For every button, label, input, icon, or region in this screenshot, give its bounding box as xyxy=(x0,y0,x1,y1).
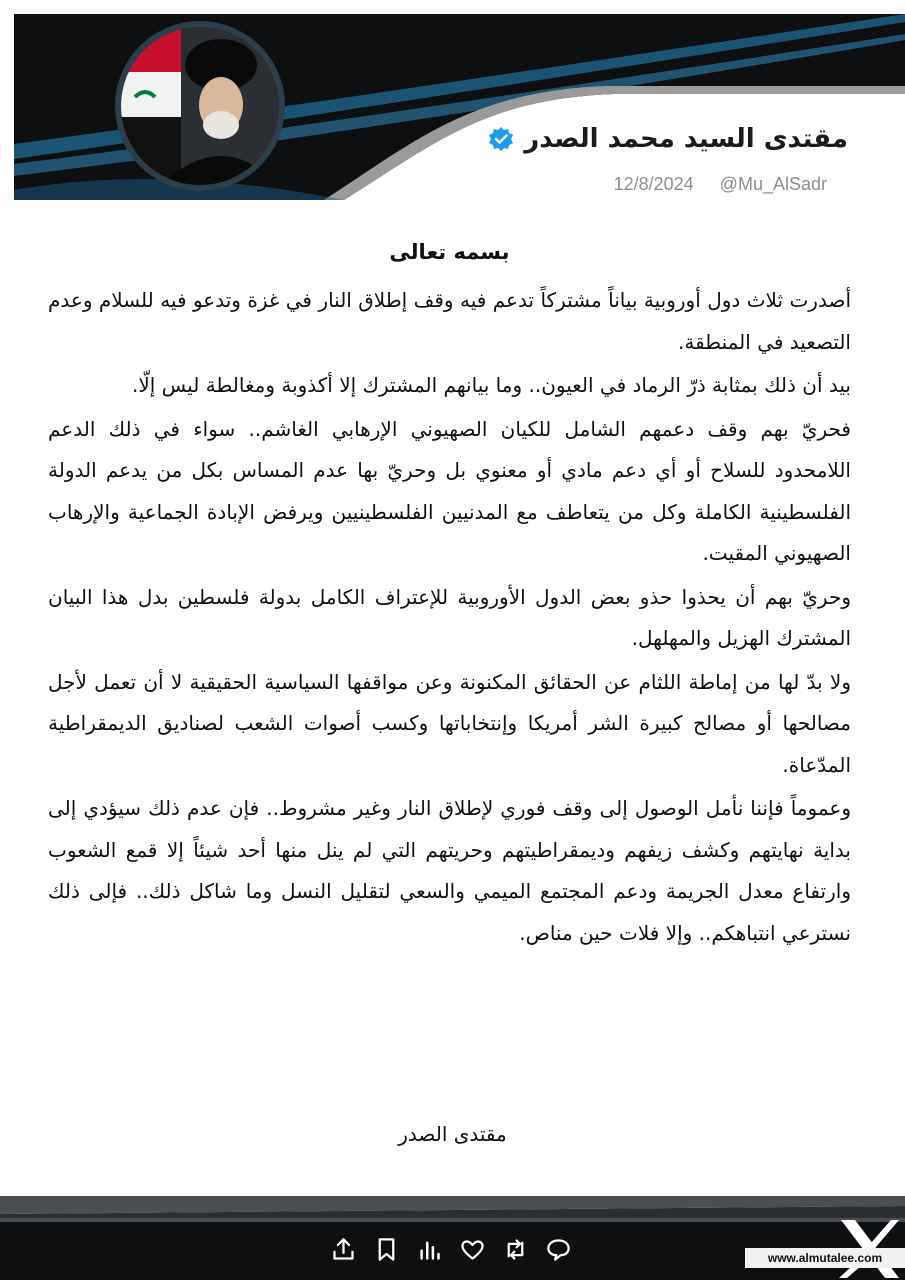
watermark: www.almutalee.com xyxy=(745,1248,905,1268)
paragraph: بيد أن ذلك بمثابة ذرّ الرماد في العيون.. وما بيانهم المشترك إلا أكذوبة ومغالطة ليس إلّا. xyxy=(131,373,851,397)
repost-icon[interactable] xyxy=(502,1236,529,1263)
paragraph: وحريّ بهم أن يحذوا حذو بعض الدول الأوروبية للإعتراف الكامل بدولة فلسطين بدل هذا البيان المشترك الهزيل والمهلهل. xyxy=(48,584,851,650)
like-icon[interactable] xyxy=(459,1236,486,1263)
action-bar xyxy=(330,1236,572,1263)
paragraph: أصدرت ثلاث دول أوروبية بياناً مشتركاً تدعم فيه وقف إطلاق النار في غزة وتدعو فيه للسلام وعدم التصعيد في المنطقة. xyxy=(48,288,851,354)
share-icon[interactable] xyxy=(330,1236,357,1263)
signature: مقتدى الصدر xyxy=(398,1122,507,1146)
reply-icon[interactable] xyxy=(545,1236,572,1263)
views-icon[interactable] xyxy=(416,1236,443,1263)
post-body xyxy=(48,230,851,956)
paragraph: ولا بدّ لها من إماطة اللثام عن الحقائق المكنونة وعن مواقفها السياسية الحقيقية لا أن تعمل لأجل مصالحها أو مصالح كبيرة الشر أمريكا وإنتخاباتها وكسب أصوات الشعب لصناديق الديمقراطية المدّعاة. xyxy=(48,669,851,777)
avatar[interactable] xyxy=(115,21,285,191)
bookmark-icon[interactable] xyxy=(373,1236,400,1263)
profile-header xyxy=(14,14,905,200)
paragraph: فحريّ بهم وقف دعمهم الشامل للكيان الصهيوني الإرهابي الغاشم.. سواء في ذلك الدعم اللامحدود للسلاح أو أي دعم مادي أو معنوي بل وحريّ بها عدم المساس بكل من يدعم الدولة الفلسطينية الكاملة وكل من يتعاطف مع المدنيين الفلسطينيين ويرفض الإبادة الجماعية والإرهاب الصهيوني المقيت. xyxy=(48,416,851,565)
basmala-heading: بسمه تعالى xyxy=(389,240,510,264)
user-handle[interactable]: @Mu_AlSadr xyxy=(719,174,827,194)
post-date: 12/8/2024 xyxy=(613,174,694,194)
verified-badge-icon xyxy=(488,126,514,152)
display-name[interactable]: مقتدى السيد محمد الصدر xyxy=(524,124,848,154)
paragraph: وعموماً فإننا نأمل الوصول إلى وقف فوري لإطلاق النار وغير مشروط.. فإن عدم ذلك سيؤدي إلى بداية نهايتهم وكشف زيفهم وديمقراطيتهم وحريتهم التي لم ينل منها أحد شيئاً إلا قمع الشعوب وارتفاع معدل الجريمة ودعم المجتمع الميمي والسعي لتقليل النسل وما شاكل ذلك.. فإلى ذلك نسترعي انتباهكم.. وإلا فلات حين مناص. xyxy=(48,796,851,945)
avatar-image xyxy=(121,27,279,185)
name-row xyxy=(488,124,848,154)
meta-row xyxy=(614,174,827,195)
